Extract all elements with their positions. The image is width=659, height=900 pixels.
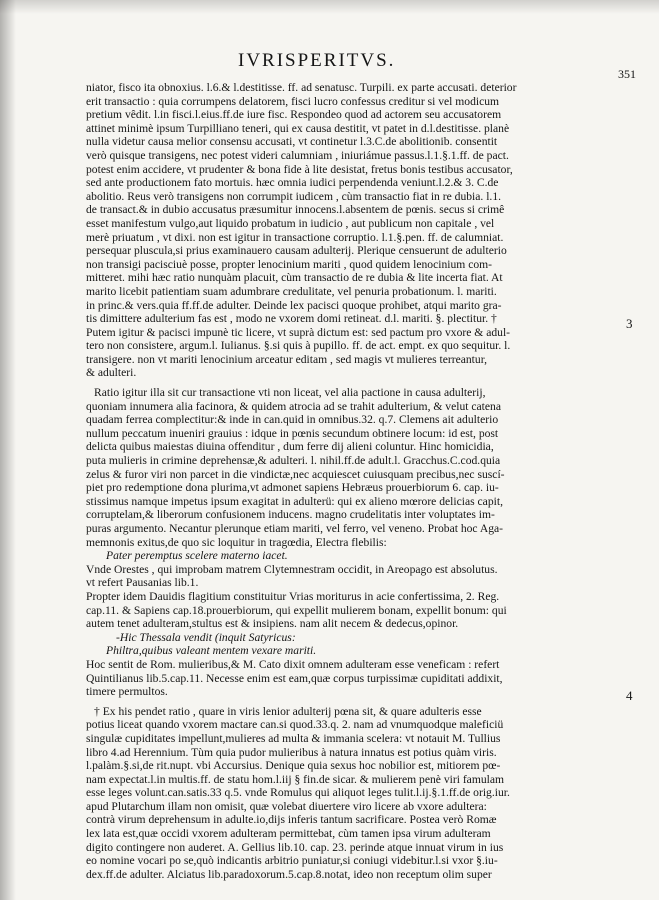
text-line: mitteret. mihi hæc ratio nunquàm placuit, cùm transactio de re dubia & lite incerta fiat. At	[86, 271, 503, 285]
text-line: nam expectat.l.in multis.ff. de statu hom.l.iij § fin.de sicar. & mulierem penè viri famulam	[86, 772, 505, 786]
text-line: Vnde Orestes , qui improbam matrem Clytemnestram occidit, in Areopago est absolutus.	[86, 562, 498, 576]
text-line: sed ante productionem fato mortuis. hæc omnia iudici perpendenda veniunt.l.2.& 3. C.de	[86, 176, 499, 190]
text-line: merè priuatum , vt dixi. non est igitur in transactione corruptio. l.1.§.pen. ff. de calumniat.	[86, 230, 504, 244]
binding-shadow	[0, 0, 16, 900]
text-line: Quintilianus lib.5.cap.11. Necesse enim est eam,quæ corpus turpissimæ cupiditati addixit,	[86, 671, 503, 685]
text-line: puras argumento. Necantur plerunque etiam mariti, vel ferro, vel veneno. Probat hoc Aga-	[86, 522, 504, 535]
text-line: apud Plutarchum illam non omisit, quæ volebat diuertere viro licere ab vxore adultera:	[86, 799, 487, 813]
text-line: pretium vêdit. l.in fisci.l.eius.ff.de iure fisc. Respondeo quod ad actorem seu accusatorem	[86, 108, 502, 122]
text-line: potius liceat quando vxorem mactare can.si quod.33.q. 2. nam ad vnumquodque maleficiü	[86, 718, 504, 732]
text-line: verò quisque transigens, nec potest videri calumniam , iniuriámue passus.l.1.§.1.ff. de pact.	[86, 148, 509, 162]
text-line: l.palàm.§.si,de rit.nupt. vbi Accursius. Denique quia sexus hoc nobilior est, mitiorem pœ-	[86, 759, 501, 773]
text-line: de transact.& in dubio accusatus præsumitur innocens.l.absentem de pœnis. secus si crimê	[86, 203, 505, 217]
text-line: puta mulieris in crimine deprehensæ,& adulteri. l. nihil.ff.de adult.l. Gracchus.C.cod.quia	[86, 454, 501, 468]
text-line: persequar pluscula,si prius examinauero causam adulterij. Plerique censuerunt de adulterio	[86, 244, 507, 258]
page-number: 351	[618, 67, 636, 81]
text-line: niator, fisco ita obnoxius. l.6.& l.destitisse. ff. ad senatusc. Turpili. ex parte accusati. deterior	[86, 81, 517, 94]
text-line: abolitio. Reus verò transigens non corrumpit iudicem , cùm transactio fiat in re dubia. l.1.	[86, 189, 502, 203]
verse-line: Philtra,quibus valeant mentem vexare mariti.	[106, 644, 317, 658]
text-line: digito contingere non auderet. A. Gellius lib.10. cap. 23. perinde atque innuat virum in ius	[86, 840, 504, 854]
text-line: eo nomine vocari po se,quò indicantis arbitrio puniatur,si coniugi videbitur.l.si vxor §.iu-	[86, 854, 498, 868]
text-line: lex lata est,quæ occidi vxorem adulteram permittebat, cùm tamen ipsa virum adulteram	[86, 827, 491, 841]
text-line: contrà virum deprehensum in adulte.io,dijs inferis tantum sacrificare. Postea verò Romæ	[86, 813, 497, 827]
text-line: esse leges volunt.can.satis.33 q.5. vnde Romulus qui aliquot leges tulit.l.ij.§.1.ff.de orig.iur.	[86, 786, 510, 800]
top-edge-shadow	[0, 0, 659, 14]
text-line: non transigi pacisciuè posse, propter lenocinium mariti , quod quidem lenocinium com-	[86, 257, 493, 271]
text-line: potest enim accidere, vt prudenter & bona fide à lite desistat, fretus bonis testibus accusator,	[86, 162, 513, 176]
text-line: marito licebit patientiam suam adumbrare credulitate, vel penuria probationum. l. mariti.	[86, 284, 497, 298]
text-line: transigere. non vt mariti lenocinium arceatur editam , sed magis vt mulieres terreantur,	[86, 352, 487, 366]
verse-line: Pater peremptus scelere materno iacet.	[106, 549, 288, 563]
body-text	[86, 81, 622, 881]
text-line: Hoc sentit de Rom. mulieribus,& M. Cato dixit omnem adulteram esse veneficam : refert	[86, 657, 500, 671]
text-line: nulla videtur causa melior consensu accusati, vt continetur l.3.C.de abolitionib. consentit	[86, 135, 498, 149]
text-line: tis dimittere adulterium fas est , modo ne vxorem domi retineat. d.l. mariti. §. plectitur. †	[86, 312, 497, 326]
verse-line: -Hic Thessala vendit (inquit Satyricus:	[116, 630, 296, 644]
text-line: autem tenet adulteram,stultus est & insipiens. nam alit necem & dedecus,opinor.	[86, 617, 459, 631]
text-line: esset manifestum vulgo,aut liquido probatum in iudicio , aut publicum non capitale , vel	[86, 216, 495, 230]
text-line: memnonis exitus,de quo sic loquitur in tragœdia, Electra flebilis:	[86, 535, 387, 549]
text-line: piet pro redemptione dona plurima,vt admonet sapiens Hebræus prouerbiorum 6. cap. iu-	[86, 481, 499, 495]
running-head: IVRISPERITVS.	[238, 50, 396, 71]
text-line: Putem igitur & pacisci impunè tic licere, vt suprà dictum est: sed pactum pro vxore & adul-	[86, 325, 511, 339]
text-line: vt refert Pausanias lib.1.	[86, 576, 199, 590]
text-line: Ratio igitur illa sit cur transactione vti non liceat, vel alia pactione in causa adulterij,	[94, 386, 486, 400]
text-line: quoniam innumera alia facinora, & quidem atrocia ad se trahit adulterium, & velut catena	[86, 399, 501, 413]
margin-note-number: 3	[626, 316, 633, 331]
text-line: corruptelam,& liberorum confusionem inducens. magno crudelitatis inter voluptates im-	[86, 508, 495, 522]
text-line: Propter idem Dauidis flagitium constituitur Vrias moriturus in acie confertissima, 2. Reg.	[86, 589, 500, 603]
text-line: & adulteri.	[86, 366, 137, 380]
text-line: cap.11. & Sapiens cap.18.prouerbiorum, qui expellit mulierem bonam, expellit bonum: qui	[86, 603, 507, 617]
text-line: delicta quibus maiestas diuina offenditur , dum ferre dij alieni coluntur. Hinc homicidia,	[86, 440, 494, 454]
margin-note-number: 4	[626, 688, 633, 703]
text-line: stissimus namque impetus ipsum exagitat in adulterü: qui ex alieno mœrore delicias capit,	[86, 494, 503, 508]
text-line: tero non consistere, argum.l. Iulianus. §.si quis à pupillo. ff. de act. empt. ex quo sequitur. l.	[86, 339, 511, 353]
text-line: erit transactio : quia corrumpens delatorem, fisci lucro confessus creditur si vel modicum	[86, 94, 500, 108]
text-line: nullum peccatum inueniri grauius : idque in pœnis secundum obtinere locum: id est, post	[86, 426, 499, 440]
text-line: zelus & furor viri non parcet in die vindictæ,nec acquiescet cuiusquam precibus,nec suscí-	[86, 467, 505, 481]
text-line: in princ.& vers.quia ff.ff.de adulter. Deinde lex pacisci quoque prohibet, atqui marito gra-	[86, 298, 502, 312]
text-line: timere permultos.	[86, 685, 168, 699]
text-line: † Ex his pendet ratio , quare in viris lenior adulterij pœna sit, & quare adulteris esse	[94, 704, 482, 718]
text-line: singulæ cupiditates impellunt,mulieres ad multa & immania scelera: vt notauit M. Tullius	[86, 731, 501, 745]
text-line: libro 4.ad Herennium. Tùm quia pudor mulieribus à natura innatus est potius quàm viris.	[86, 745, 497, 759]
text-line: attinet minimè ipsum Turpilliano teneri, qui ex causa destitit, vt patet in d.l.destitisse. planè	[86, 121, 510, 135]
text-line: dex.ff.de adulter. Alciatus lib.paradoxorum.5.cap.8.notat, ideo non receptum olim super	[86, 867, 492, 881]
text-line: quadam ferrea complectitur:& inde in can.quid in omnibus.32. q.7. Clemens ait adulterio	[86, 413, 499, 427]
